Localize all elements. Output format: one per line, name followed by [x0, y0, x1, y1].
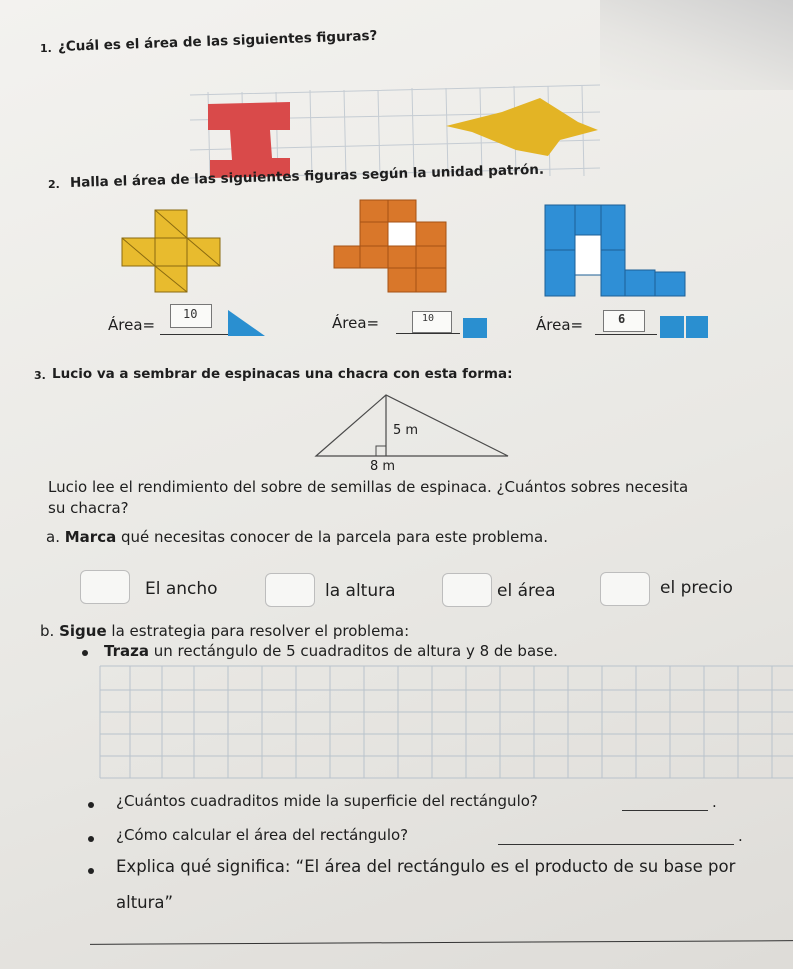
option-ancho: El ancho: [145, 579, 218, 599]
q2-text: Halla el área de las siguientes figuras según la unidad patrón.: [69, 161, 545, 191]
triangle-height-label: 5 m: [393, 423, 419, 438]
bullet2-end: .: [712, 793, 717, 811]
bullet-4: [88, 868, 94, 874]
area-label-3: Área=: [536, 316, 584, 334]
bullet3-answer-line[interactable]: [498, 844, 734, 845]
answer-2: 10: [422, 313, 435, 324]
q2-number: 2.: [48, 178, 60, 191]
bullet-2: [88, 802, 94, 808]
bullet2-text: ¿Cuántos cuadraditos mide la superficie del rectángulo?: [116, 792, 538, 810]
q3-prompt-line2: su chacra?: [48, 499, 129, 517]
part-a-rest: qué necesitas conocer de la parcela para este problema.: [121, 528, 548, 546]
bullet1-bold: Traza: [104, 642, 149, 660]
q3-prompt-line1: Lucio lee el rendimiento del sobre de semillas de espinaca. ¿Cuántos sobres necesita: [48, 478, 689, 496]
q3-text: Lucio va a sembrar de espinacas una chacra con esta forma:: [52, 366, 513, 382]
part-a-bold: Marca: [64, 528, 117, 546]
part-b-bold: Sigue: [59, 622, 107, 640]
part-a-letter: a.: [46, 528, 60, 546]
option-altura: la altura: [325, 581, 396, 601]
part-b-letter: b.: [40, 622, 55, 640]
part-b-rest: la estrategia para resolver el problema:: [111, 622, 410, 640]
bullet4-line1: Explica qué significa: “El área del rectángulo es el producto de su base por: [116, 857, 736, 876]
area-label-1: Área=: [108, 316, 156, 334]
answer-1: 10: [183, 307, 198, 321]
option-precio: el precio: [660, 578, 733, 598]
q1-number: 1.: [40, 42, 52, 55]
option-area: el área: [497, 581, 556, 601]
q1-text: ¿Cuál es el área de las siguientes figuras?: [57, 27, 378, 55]
bullet1-rest: un rectángulo de 5 cuadraditos de altura y 8 de base.: [153, 642, 558, 660]
answer-3: 6: [618, 312, 626, 326]
bullet2-answer-line[interactable]: [622, 810, 708, 811]
q3-number: 3.: [34, 369, 46, 382]
triangle-base-label: 8 m: [370, 459, 396, 474]
bullet-3: [88, 836, 94, 842]
area-label-2: Área=: [332, 314, 380, 332]
bullet3-end: .: [738, 827, 743, 845]
bullet4-line2: altura”: [116, 893, 174, 912]
bullet3-text: ¿Cómo calcular el área del rectángulo?: [116, 826, 409, 844]
